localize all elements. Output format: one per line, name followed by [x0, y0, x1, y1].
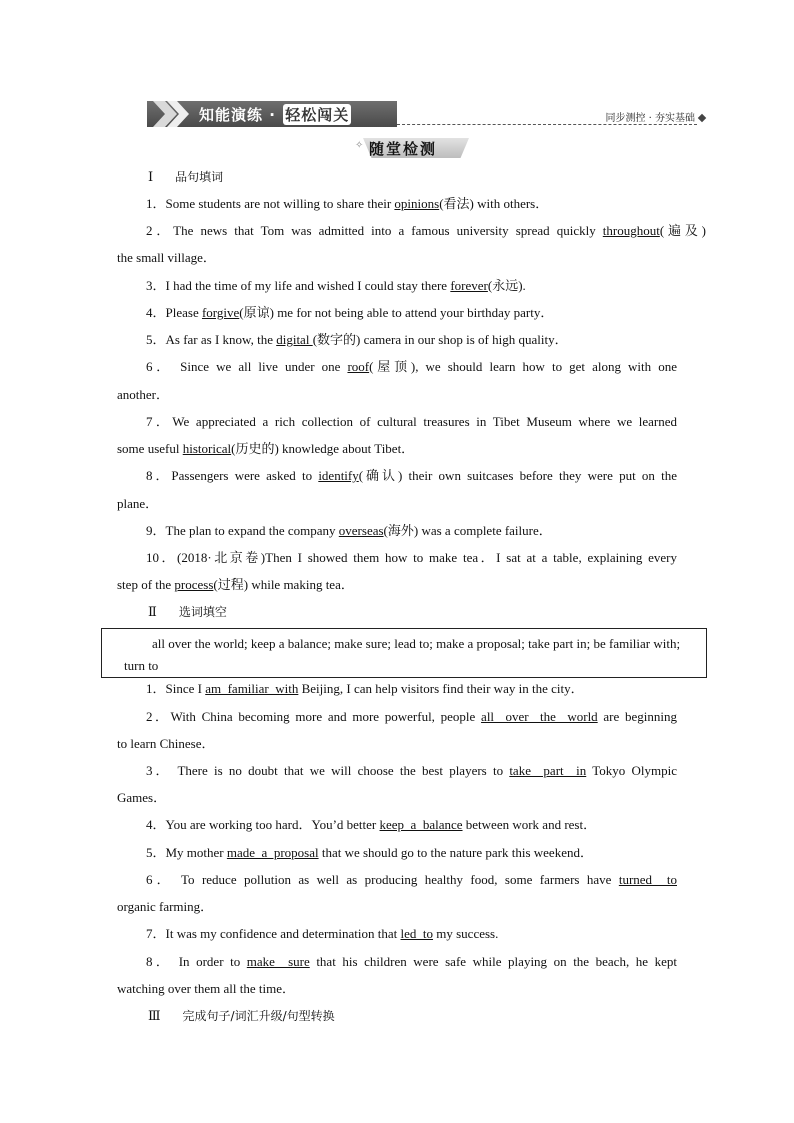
answer: led to [400, 926, 434, 941]
banner-right-text: 同步测控 · 夯实基础 [605, 113, 695, 124]
list-item [146, 709, 677, 725]
text-segment: (历史的) knowledge about Tibet． [231, 441, 415, 456]
text-segment: some useful [117, 441, 183, 456]
text-segment: (屋顶), we should learn how to get along with one [369, 359, 677, 374]
answer: keep a balance [379, 817, 463, 832]
text-segment: 3．I had the time of my life and wished I could stay there [146, 278, 451, 293]
list-item [146, 523, 552, 539]
list-item [146, 926, 498, 942]
answer: make sure [246, 954, 310, 969]
list-item [146, 845, 593, 861]
text-segment: 5．As far as I know, the [146, 332, 277, 347]
word-bank-text: all over the world; keep a balance; make sure; lead to; make a proposal; take part in; be familiar with; turn to [124, 636, 681, 673]
text-segment: (永远). [487, 278, 526, 293]
text-segment: 5．My mother [146, 845, 227, 860]
text-segment: 2．With China becoming more and more powerful, people [146, 709, 482, 724]
answer: overseas [338, 523, 384, 538]
section-title: 随堂检测 [369, 140, 438, 158]
list-item [146, 196, 548, 212]
text-segment: 4．You are working too hard．You’d better [146, 817, 380, 832]
banner-subtitle: 轻松闯关 [285, 106, 350, 124]
list-item [146, 954, 677, 970]
text-segment: 9．The plan to expand the company [146, 523, 339, 538]
answer: process [174, 577, 214, 592]
text-segment: 6． To reduce pollution as well as producing healthy food, some farmers have [146, 872, 619, 887]
text-segment: 1．Some students are not willing to share their [146, 196, 395, 211]
answer: throughout [602, 223, 660, 238]
list-item [146, 332, 568, 348]
text-segment: (海外) was a complete failure． [383, 523, 552, 538]
part1-number: Ⅰ [148, 169, 154, 184]
banner-dot: · [269, 106, 276, 124]
text-segment: (遍及) [659, 223, 706, 238]
text-segment: 1．Since I [146, 681, 206, 696]
text-segment: (原谅) me for not being able to attend your birthday party． [239, 305, 554, 320]
banner-title-text: 知能演练 [199, 106, 264, 124]
list-item [146, 278, 526, 294]
list-item [146, 223, 706, 239]
list-item [146, 468, 677, 484]
part2-number: Ⅱ [148, 604, 157, 619]
list-item-continued: to learn Chinese． [117, 736, 215, 751]
diamond-icon [698, 114, 706, 122]
text-segment: that his children were safe while playing on the beach, he kept [309, 954, 677, 969]
list-item [146, 817, 596, 833]
text-segment: are beginning [597, 709, 677, 724]
text-segment: Beijing, I can help visitors find their way in the city． [298, 681, 584, 696]
list-item [146, 763, 677, 779]
list-item-continued: the small village． [117, 250, 216, 265]
part3-label: 完成句子/词汇升级/句型转换 [182, 1009, 335, 1023]
text-segment: Tokyo Olympic [586, 763, 677, 778]
answer: turned to [618, 872, 677, 887]
list-item [146, 681, 584, 697]
part3-heading [148, 1008, 335, 1024]
text-segment: between work and rest． [462, 817, 597, 832]
part2-heading [148, 604, 227, 620]
text-segment: 6． Since we all live under one [146, 359, 348, 374]
list-item-continued: plane． [117, 496, 159, 511]
answer: opinions [394, 196, 440, 211]
list-item-continued: organic farming． [117, 899, 214, 914]
list-item [146, 872, 677, 888]
list-item [146, 305, 553, 321]
list-item-continued: another． [117, 387, 169, 402]
part3-number: Ⅲ [148, 1008, 161, 1023]
list-item [146, 359, 677, 375]
text-segment: 3． There is no doubt that we will choose the best players to [146, 763, 510, 778]
answer: historical [182, 441, 232, 456]
answer: identify [318, 468, 359, 483]
answer: am familiar with [205, 681, 299, 696]
answer: all over the world [481, 709, 598, 724]
text-segment: (过程) while making tea． [213, 577, 354, 592]
banner-divider [397, 124, 697, 125]
banner-title [199, 104, 351, 125]
list-item-continued [117, 441, 414, 457]
text-segment: (看法) with others． [439, 196, 549, 211]
text-segment: 7．It was my confidence and determination that [146, 926, 401, 941]
text-segment: step of the [117, 577, 175, 592]
list-item: 7．We appreciated a rich collection of cultural treasures in Tibet Museum where we learned [146, 414, 677, 429]
answer: take part in [509, 763, 587, 778]
part1-label: 品句填词 [175, 170, 224, 184]
answer: made a proposal [226, 845, 319, 860]
text-segment: that we should go to the nature park this weekend． [318, 845, 593, 860]
answer: roof [347, 359, 370, 374]
list-item: 10．(2018·北京卷)Then I showed them how to make tea．I sat at a table, explaining every [146, 550, 677, 565]
text-segment: 8． In order to [146, 954, 247, 969]
part2-label: 选词填空 [178, 605, 227, 619]
sparkle-icon: ✧ [355, 140, 364, 151]
answer: digital [276, 332, 313, 347]
text-segment: my success. [433, 926, 499, 941]
text-segment: 2．The news that Tom was admitted into a famous university spread quickly [146, 223, 603, 238]
text-segment: (确认) their own suitcases before they were put on the [358, 468, 677, 483]
list-item-continued [117, 577, 354, 593]
list-item-continued: Games． [117, 790, 167, 805]
list-item-continued: watching over them all the time． [117, 981, 295, 996]
answer: forgive [201, 305, 240, 320]
chapter-banner [147, 101, 707, 127]
text-segment: 4．Please [146, 305, 202, 320]
text-segment: (数字的) camera in our shop is of high quality． [312, 332, 568, 347]
word-bank-box [101, 628, 707, 678]
part1-heading [148, 169, 223, 185]
double-chevron-icon [147, 101, 195, 127]
text-segment: 8．Passengers were asked to [146, 468, 319, 483]
answer: forever [450, 278, 488, 293]
